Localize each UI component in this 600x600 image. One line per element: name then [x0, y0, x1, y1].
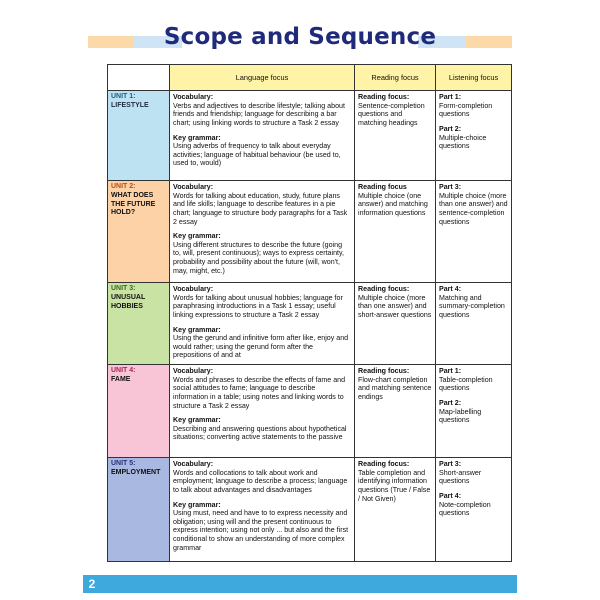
vocab-text: Words for talking about unusual hobbies; language for paraphrasing introductions in a Task 1 essay; useful linking expressions to structure a Task 2 essay [173, 293, 343, 319]
unit-label: UNIT 5: [111, 460, 136, 467]
reading-text: Multiple choice (more than one answer) and short-answer questions [358, 293, 432, 319]
scope-table [107, 64, 512, 562]
listening-part: Part 4: [439, 285, 462, 293]
listening-part: Part 2: [439, 124, 462, 133]
listening-cell [436, 458, 512, 562]
vocab-text: Words for talking about education, study, future plans and life skills; language to describe features in a pie chart; language to structure body paragraphs for a Task 2 essay [173, 191, 348, 226]
listening-text: Multiple-choice questions [439, 133, 487, 151]
unit-cell [108, 283, 170, 365]
reading-cell [355, 91, 436, 181]
reading-cell [355, 365, 436, 458]
listening-part: Part 1: [439, 367, 462, 375]
listening-text: Table-completion questions [439, 375, 493, 393]
unit-name: LIFESTYLE [111, 101, 149, 109]
listening-text: Note-completion questions [439, 500, 491, 518]
reading-heading: Reading focus: [358, 460, 410, 468]
unit-name: UNUSUAL HOBBIES [111, 293, 146, 310]
language-cell [170, 91, 355, 181]
unit-cell [108, 365, 170, 458]
unit-cell [108, 91, 170, 181]
listening-text: Form-completion questions [439, 101, 493, 119]
unit-label: UNIT 4: [111, 367, 136, 374]
unit-label: UNIT 3: [111, 285, 136, 292]
page-footer-bar [83, 575, 517, 593]
vocab-text: Words and phrases to describe the effects of fame and social attitudes to fame; language to describe information in a table; using notes and linking words to structure a Task 2 essay [173, 375, 346, 410]
unit-name: WHAT DOES THE FUTURE HOLD? [111, 191, 156, 217]
vocab-text: Words and collocations to talk about work and employment; language to describe a process; language to talk about advantages and disadvantages [173, 468, 348, 494]
listening-part: Part 1: [439, 93, 462, 101]
reading-cell [355, 283, 436, 365]
grammar-heading: Key grammar: [173, 416, 221, 425]
listening-text: Short-answer questions [439, 468, 482, 486]
grammar-heading: Key grammar: [173, 232, 221, 241]
vocab-heading: Vocabulary: [173, 93, 214, 101]
grammar-text: Using the gerund and infinitive form after like, enjoy and would rather; using the gerund form after the prepositions of and at [173, 334, 349, 360]
language-cell [170, 181, 355, 283]
listening-part: Part 2: [439, 398, 462, 407]
language-cell [170, 283, 355, 365]
grammar-text: Describing and answering questions about hypothetical situations; converting active statements to the passive [173, 424, 347, 442]
listening-part: Part 3: [439, 460, 462, 468]
page-number: 2 [88, 577, 96, 591]
page-title: Scope and Sequence [163, 24, 437, 50]
grammar-text: Using adverbs of frequency to talk about everyday activities; language of habitual behaviour (be used to, used to, would) [173, 142, 341, 168]
reading-text: Sentence-completion questions and matching headings [358, 101, 425, 127]
vocab-heading: Vocabulary: [173, 367, 214, 375]
vocab-heading: Vocabulary: [173, 285, 214, 293]
corner-cell [108, 65, 170, 91]
grammar-text: Using different structures to describe the future (going to, will, present continuous); ways to express certainty, probability and possibility about the future (will, won't, may, might, etc.) [173, 240, 344, 275]
language-cell [170, 458, 355, 562]
language-cell [170, 365, 355, 458]
listening-text: Multiple choice (more than one answer) and sentence-completion questions [439, 191, 508, 226]
reading-cell [355, 458, 436, 562]
reading-text: Flow-chart completion and matching sentence endings [358, 375, 432, 401]
unit-label: UNIT 2: [111, 183, 136, 190]
vocab-text: Verbs and adjectives to describe lifestyle; talking about friends and friendship; language for describing a bar chart; using linking words to structure a Task 2 essay [173, 101, 345, 127]
grammar-heading: Key grammar: [173, 325, 221, 334]
unit-row-5 [108, 458, 512, 562]
unit-cell [108, 181, 170, 283]
listening-part: Part 4: [439, 491, 462, 500]
listening-cell [436, 181, 512, 283]
vocab-heading: Vocabulary: [173, 460, 214, 468]
header-row [108, 65, 512, 91]
listening-cell [436, 91, 512, 181]
reading-cell [355, 181, 436, 283]
grammar-heading: Key grammar: [173, 133, 221, 142]
unit-name: EMPLOYMENT [111, 468, 161, 476]
header-reading: Reading focus [355, 65, 436, 91]
reading-heading: Reading focus [358, 183, 407, 191]
reading-heading: Reading focus: [358, 93, 410, 101]
unit-row-3 [108, 283, 512, 365]
listening-cell [436, 365, 512, 458]
listening-part: Part 3: [439, 183, 462, 191]
vocab-heading: Vocabulary: [173, 183, 214, 191]
reading-text: Multiple choice (one answer) and matching information questions [358, 191, 428, 217]
listening-text: Map-labelling questions [439, 407, 482, 425]
unit-name: FAME [111, 375, 131, 383]
unit-cell [108, 458, 170, 562]
listening-cell [436, 283, 512, 365]
reading-text: Table completion and identifying information questions (True / False / Not Given) [358, 468, 431, 503]
grammar-heading: Key grammar: [173, 500, 221, 509]
listening-text: Matching and summary-completion questions [439, 293, 505, 319]
unit-row-1 [108, 91, 512, 181]
reading-heading: Reading focus: [358, 285, 410, 293]
header-listening: Listening focus [436, 65, 512, 91]
header-language: Language focus [170, 65, 355, 91]
unit-label: UNIT 1: [111, 93, 136, 100]
unit-row-2 [108, 181, 512, 283]
reading-heading: Reading focus: [358, 367, 410, 375]
unit-row-4 [108, 365, 512, 458]
grammar-text: Using must, need and have to to express necessity and obligation; using will and the present continuous to express intention; using not only ... but also and the first conditional to show an understanding of more complex grammar [173, 509, 349, 552]
title-banner [0, 24, 600, 60]
